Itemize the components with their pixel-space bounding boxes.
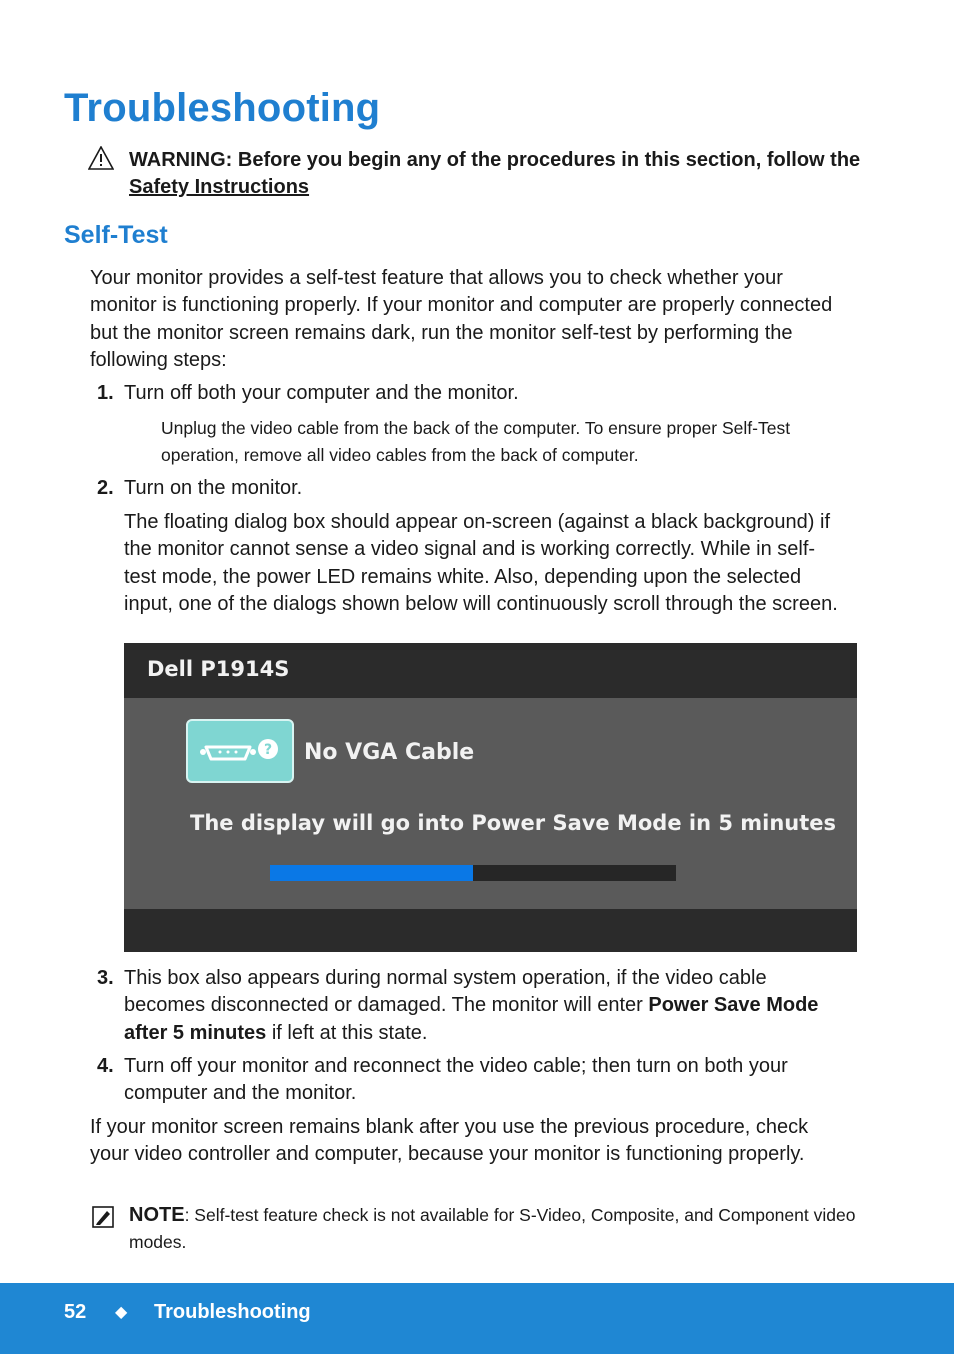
note-pencil-icon [92,1206,114,1228]
step-1-text: Turn off both your computer and the monitor. [124,382,519,404]
osd-header [124,643,857,698]
intro-paragraph: Your monitor provides a self-test feature that allows you to check whether your monitor is functioning properly. If your monitor and computer are properly connected but the monitor screen remains dark, run the monitor self-test by performing the following steps: [90,267,833,371]
step-3-number: 3. [97,967,114,989]
step-1-note: Unplug the video cable from the back of the computer. To ensure proper Self-Test operation, remove all video cables from the back of computer. [161,418,791,465]
osd-progress-bar [270,865,676,881]
page-footer [0,1283,954,1354]
osd-model-name: Dell P1914S [147,657,290,681]
note-text: NOTE: Self-test feature check is not available for S-Video, Composite, and Component video modes. [129,1204,856,1252]
page-title: Troubleshooting [64,86,381,130]
osd-power-save-info: The display will go into Power Save Mode in 5 minutes [190,811,837,835]
footer-section-title: Troubleshooting [154,1301,311,1323]
section-title: Self-Test [64,221,168,249]
osd-progress-fill [270,865,473,881]
warning-icon [88,146,114,170]
osd-footer [124,909,857,952]
step-4-number: 4. [97,1055,114,1077]
step-2-text: Turn on the monitor. [124,477,303,499]
closing-paragraph: If your monitor screen remains blank after you use the previous procedure, check your video controller and computer, because your monitor is functioning properly. [90,1116,809,1166]
svg-text:?: ? [263,742,273,758]
step-4-text: Turn off your monitor and reconnect the video cable; then turn on both your computer and the monitor. [124,1055,788,1105]
step-2-number: 2. [97,477,114,499]
page-number: 52 [64,1301,87,1323]
step-3-text: This box also appears during normal system operation, if the video cable becomes disconnected or damaged. The monitor will enter Power Save Mode after 5 minutes if left at this state. [124,967,819,1044]
warning-text: WARNING: Before you begin any of the procedures in this section, follow the Safety Instructions [129,149,861,198]
step-1-number: 1. [97,382,114,404]
diamond-separator-icon: ◆ [115,1304,128,1321]
safety-instructions-link[interactable]: Safety Instructions [129,176,310,198]
step-2-description: The floating dialog box should appear on-screen (against a black background) if the monitor cannot sense a video signal and is working correctly. While in self-test mode, the power LED remains white. Also, depending upon the selected input, one of the dialogs shown below will continuously scroll through the screen. [124,511,838,615]
power-save-emphasis: Power Save Mode after 5 minutes [124,994,819,1044]
vga-connector-icon [186,719,294,783]
osd-dialog [124,643,857,952]
osd-message: No VGA Cable [304,740,475,765]
